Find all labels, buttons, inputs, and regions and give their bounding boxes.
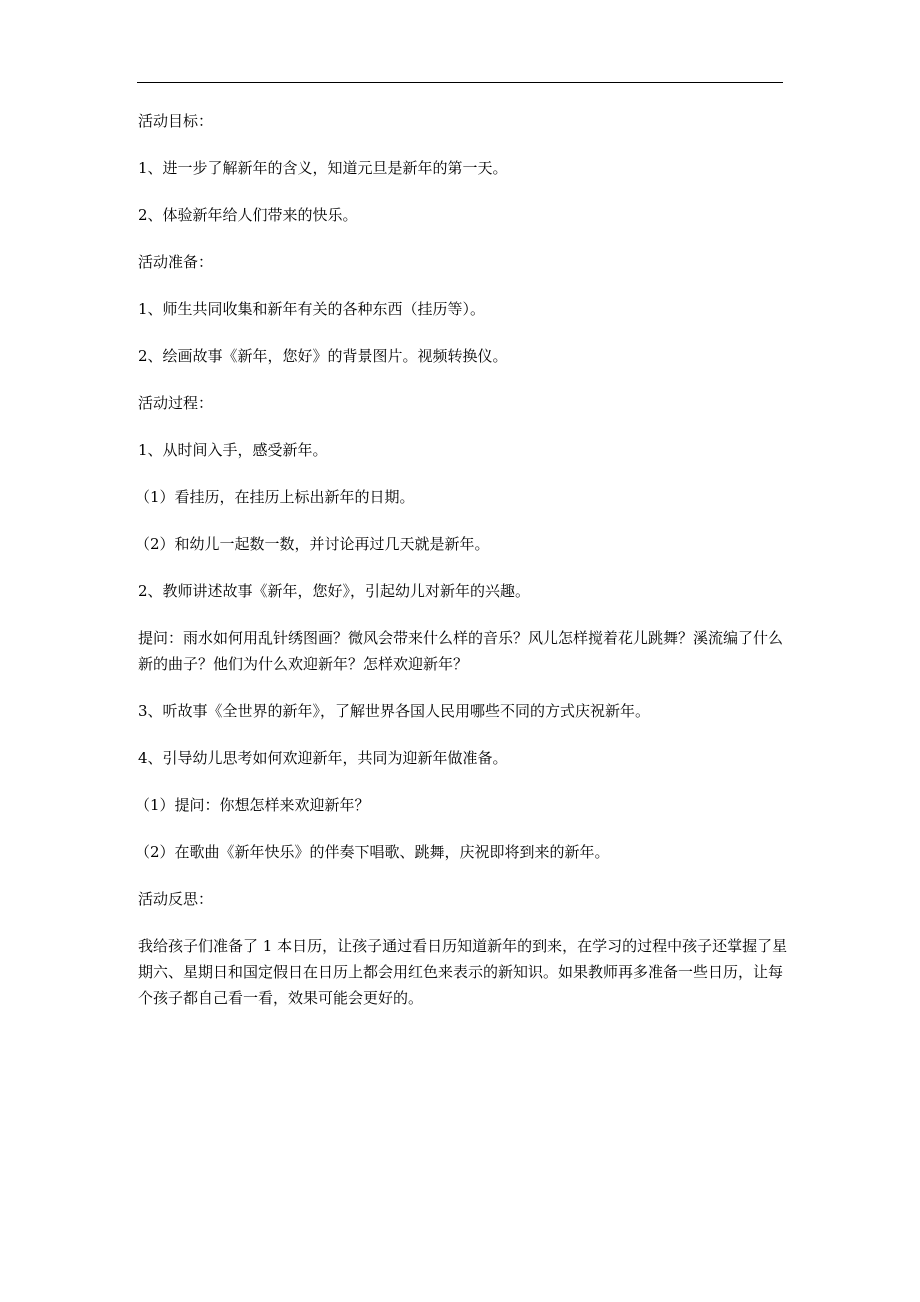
goal-item-2: 2、体验新年给人们带来的快乐。 [138, 206, 358, 224]
process-step-2: 2、教师讲述故事《新年，您好》，引起幼儿对新年的兴趣。 [138, 582, 531, 600]
prep-item-1: 1、师生共同收集和新年有关的各种东西（挂历等）。 [138, 300, 486, 318]
process-step-1-sub-2: （2）和幼儿一起数一数，并讨论再过几天就是新年。 [135, 535, 490, 553]
section-heading-preparation: 活动准备： [138, 253, 214, 271]
document-body [135, 108, 788, 1032]
goal-item-1: 1、进一步了解新年的含义，知道元旦是新年的第一天。 [138, 159, 508, 177]
prep-item-2: 2、绘画故事《新年，您好》的背景图片。视频转换仪。 [138, 347, 508, 365]
section-heading-process: 活动过程： [138, 394, 214, 412]
reflection-text: 我给孩子们准备了 1 本日历，让孩子通过看日历知道新年的到来，在学习的过程中孩子还掌握了星期六、星期日和国定假日在日历上都会用红色来表示的新知识。如果教师再多准备一些日历，让每个孩子都自己看一看，效果可能会更好的。 [138, 937, 788, 1007]
header-rule [137, 82, 783, 83]
process-step-1: 1、从时间入手，感受新年。 [138, 441, 328, 459]
process-step-2-question: 提问：雨水如何用乱针绣图画？微风会带来什么样的音乐？风儿怎样搅着花儿跳舞？溪流编了什么新的曲子？他们为什么欢迎新年？怎样欢迎新年？ [138, 629, 784, 673]
process-step-4-sub-2: （2）在歌曲《新年快乐》的伴奏下唱歌、跳舞，庆祝即将到来的新年。 [135, 843, 610, 861]
section-heading-reflection: 活动反思： [138, 890, 214, 908]
process-step-4-sub-1: （1）提问：你想怎样来欢迎新年？ [135, 796, 370, 814]
process-step-4: 4、引导幼儿思考如何欢迎新年，共同为迎新年做准备。 [138, 749, 508, 767]
process-step-3: 3、听故事《全世界的新年》，了解世界各国人民用哪些不同的方式庆祝新年。 [138, 702, 651, 720]
process-step-1-sub-1: （1）看挂历，在挂历上标出新年的日期。 [135, 488, 415, 506]
section-heading-goals: 活动目标： [138, 112, 214, 130]
